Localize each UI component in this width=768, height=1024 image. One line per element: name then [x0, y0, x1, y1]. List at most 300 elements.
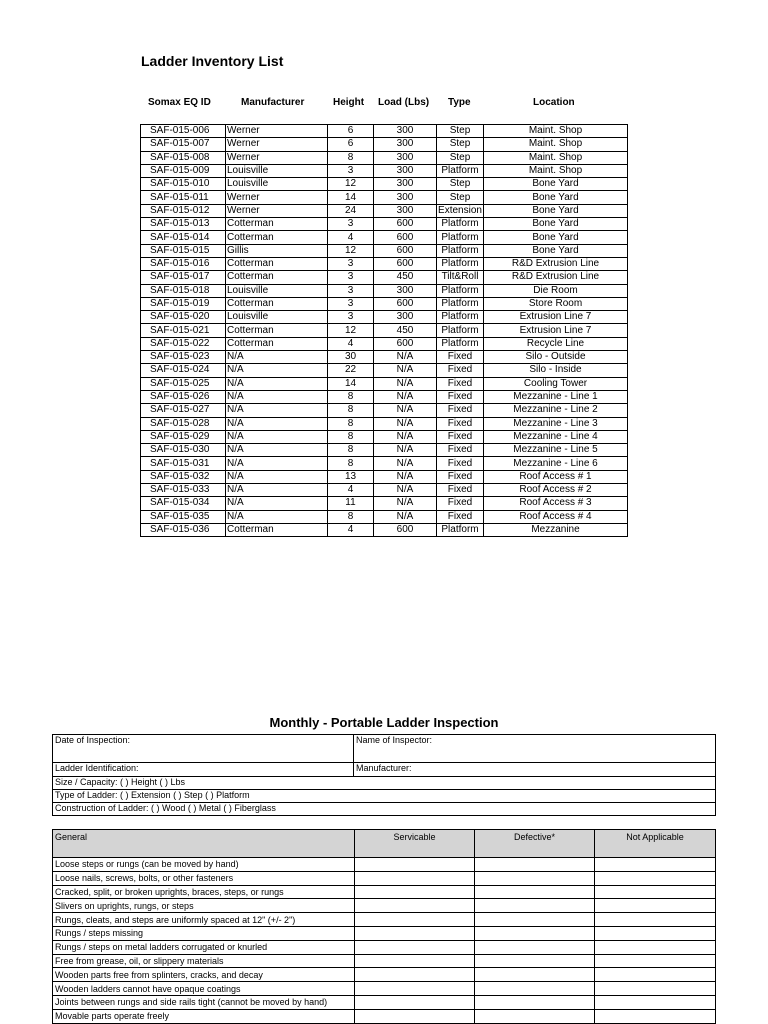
not-applicable-cell[interactable]	[595, 995, 716, 1009]
not-applicable-cell[interactable]	[595, 954, 716, 968]
location-cell: Bone Yard	[484, 178, 628, 191]
height-cell: 12	[328, 324, 374, 337]
load-cell: N/A	[374, 430, 437, 443]
checklist-item-label: Cracked, split, or broken uprights, braces, steps, or rungs	[53, 885, 355, 899]
checklist-item-label: Rungs / steps missing	[53, 926, 355, 940]
checklist-row	[53, 926, 716, 940]
servicable-cell[interactable]	[355, 858, 475, 872]
location-cell: Recycle Line	[484, 337, 628, 350]
load-cell: N/A	[374, 417, 437, 430]
header-manufacturer: Manufacturer	[241, 97, 305, 108]
location-cell: Roof Access # 3	[484, 497, 628, 510]
servicable-cell[interactable]	[355, 968, 475, 982]
load-cell: N/A	[374, 497, 437, 510]
type-cell: Fixed	[437, 497, 484, 510]
height-cell: 8	[328, 510, 374, 523]
inventory-row	[141, 377, 628, 390]
manufacturer-cell: N/A	[226, 364, 328, 377]
location-cell: Bone Yard	[484, 218, 628, 231]
column-servicable: Servicable	[355, 830, 475, 858]
column-not-applicable: Not Applicable	[595, 830, 716, 858]
load-cell: 600	[374, 218, 437, 231]
load-cell: 300	[374, 311, 437, 324]
checklist-item-label: Rungs, cleats, and steps are uniformly spaced at 12" (+/- 2")	[53, 913, 355, 927]
type-of-ladder-field[interactable]: Type of Ladder: ( ) Extension ( ) Step ( ) Platform	[53, 790, 716, 803]
not-applicable-cell[interactable]	[595, 871, 716, 885]
height-cell: 14	[328, 191, 374, 204]
manufacturer-cell: N/A	[226, 484, 328, 497]
load-cell: 450	[374, 324, 437, 337]
location-cell: Mezzanine - Line 3	[484, 417, 628, 430]
manufacturer-cell: Gillis	[226, 244, 328, 257]
location-cell: Mezzanine - Line 6	[484, 457, 628, 470]
manufacturer-cell: Cotterman	[226, 271, 328, 284]
checklist-item-label: Loose steps or rungs (can be moved by hand)	[53, 858, 355, 872]
location-cell: R&D Extrusion Line	[484, 257, 628, 270]
checklist-row	[53, 871, 716, 885]
location-cell: Silo - Outside	[484, 351, 628, 364]
manufacturer-cell: Werner	[226, 204, 328, 217]
type-cell: Fixed	[437, 510, 484, 523]
type-cell: Fixed	[437, 364, 484, 377]
servicable-cell[interactable]	[355, 913, 475, 927]
inventory-row	[141, 297, 628, 310]
height-cell: 13	[328, 470, 374, 483]
defective-cell[interactable]	[475, 940, 595, 954]
type-cell: Platform	[437, 297, 484, 310]
inventory-row	[141, 324, 628, 337]
defective-cell[interactable]	[475, 913, 595, 927]
type-cell: Platform	[437, 284, 484, 297]
type-cell: Fixed	[437, 470, 484, 483]
location-cell: Maint. Shop	[484, 125, 628, 138]
height-cell: 8	[328, 444, 374, 457]
manufacturer-cell: N/A	[226, 390, 328, 403]
defective-cell[interactable]	[475, 885, 595, 899]
construction-field[interactable]: Construction of Ladder: ( ) Wood ( ) Metal ( ) Fiberglass	[53, 803, 716, 816]
eq-id-cell: SAF-015-010	[141, 178, 226, 191]
inventory-row	[141, 138, 628, 151]
eq-id-cell: SAF-015-034	[141, 497, 226, 510]
load-cell: N/A	[374, 351, 437, 364]
height-cell: 3	[328, 284, 374, 297]
type-cell: Platform	[437, 218, 484, 231]
inventory-row	[141, 231, 628, 244]
eq-id-cell: SAF-015-036	[141, 523, 226, 536]
not-applicable-cell[interactable]	[595, 885, 716, 899]
manufacturer-cell: Cotterman	[226, 218, 328, 231]
location-cell: Mezzanine - Line 4	[484, 430, 628, 443]
type-cell: Platform	[437, 324, 484, 337]
checklist-row	[53, 940, 716, 954]
load-cell: 300	[374, 178, 437, 191]
type-cell: Platform	[437, 523, 484, 536]
height-cell: 8	[328, 417, 374, 430]
inventory-row	[141, 390, 628, 403]
header-location: Location	[533, 97, 575, 108]
location-cell: Maint. Shop	[484, 164, 628, 177]
inventory-row	[141, 430, 628, 443]
eq-id-cell: SAF-015-018	[141, 284, 226, 297]
defective-cell[interactable]	[475, 1009, 595, 1023]
manufacturer-cell: Cotterman	[226, 231, 328, 244]
load-cell: 300	[374, 204, 437, 217]
manufacturer-field[interactable]: Manufacturer:	[354, 763, 716, 777]
location-cell: Maint. Shop	[484, 138, 628, 151]
eq-id-cell: SAF-015-035	[141, 510, 226, 523]
height-cell: 3	[328, 297, 374, 310]
checklist-item-label: Movable parts operate freely	[53, 1009, 355, 1023]
manufacturer-cell: Cotterman	[226, 324, 328, 337]
load-cell: N/A	[374, 444, 437, 457]
load-cell: N/A	[374, 364, 437, 377]
load-cell: 600	[374, 297, 437, 310]
inventory-row	[141, 284, 628, 297]
eq-id-cell: SAF-015-015	[141, 244, 226, 257]
type-cell: Platform	[437, 244, 484, 257]
eq-id-cell: SAF-015-011	[141, 191, 226, 204]
checklist-item-label: Slivers on uprights, rungs, or steps	[53, 899, 355, 913]
load-cell: 300	[374, 191, 437, 204]
checklist-row	[53, 1009, 716, 1023]
eq-id-cell: SAF-015-008	[141, 151, 226, 164]
inventory-row	[141, 351, 628, 364]
inventory-row	[141, 244, 628, 257]
servicable-cell[interactable]	[355, 1009, 475, 1023]
inventory-row	[141, 444, 628, 457]
type-cell: Tilt&Roll	[437, 271, 484, 284]
inspection-checklist-table	[52, 829, 716, 1024]
not-applicable-cell[interactable]	[595, 926, 716, 940]
location-cell: Die Room	[484, 284, 628, 297]
type-cell: Platform	[437, 164, 484, 177]
defective-cell[interactable]	[475, 954, 595, 968]
type-cell: Step	[437, 178, 484, 191]
height-cell: 30	[328, 351, 374, 364]
location-cell: Bone Yard	[484, 231, 628, 244]
eq-id-cell: SAF-015-019	[141, 297, 226, 310]
type-cell: Step	[437, 151, 484, 164]
eq-id-cell: SAF-015-022	[141, 337, 226, 350]
load-cell: N/A	[374, 470, 437, 483]
eq-id-cell: SAF-015-031	[141, 457, 226, 470]
inventory-row	[141, 337, 628, 350]
manufacturer-cell: Cotterman	[226, 337, 328, 350]
inventory-row	[141, 417, 628, 430]
manufacturer-cell: Cotterman	[226, 523, 328, 536]
not-applicable-cell[interactable]	[595, 968, 716, 982]
load-cell: N/A	[374, 457, 437, 470]
not-applicable-cell[interactable]	[595, 982, 716, 996]
type-cell: Platform	[437, 337, 484, 350]
type-cell: Fixed	[437, 404, 484, 417]
eq-id-cell: SAF-015-029	[141, 430, 226, 443]
inventory-row	[141, 257, 628, 270]
eq-id-cell: SAF-015-021	[141, 324, 226, 337]
not-applicable-cell[interactable]	[595, 899, 716, 913]
checklist-row	[53, 995, 716, 1009]
inventory-row	[141, 484, 628, 497]
location-cell: Mezzanine	[484, 523, 628, 536]
header-height: Height	[333, 97, 365, 108]
inventory-row	[141, 497, 628, 510]
inventory-row	[141, 470, 628, 483]
eq-id-cell: SAF-015-012	[141, 204, 226, 217]
checklist-row	[53, 982, 716, 996]
height-cell: 24	[328, 204, 374, 217]
eq-id-cell: SAF-015-030	[141, 444, 226, 457]
height-cell: 4	[328, 231, 374, 244]
height-cell: 4	[328, 484, 374, 497]
inventory-row	[141, 204, 628, 217]
defective-cell[interactable]	[475, 871, 595, 885]
load-cell: N/A	[374, 390, 437, 403]
location-cell: Maint. Shop	[484, 151, 628, 164]
not-applicable-cell[interactable]	[595, 940, 716, 954]
height-cell: 8	[328, 457, 374, 470]
height-cell: 3	[328, 164, 374, 177]
location-cell: Mezzanine - Line 2	[484, 404, 628, 417]
height-cell: 3	[328, 271, 374, 284]
checklist-item-label: Joints between rungs and side rails tight (cannot be moved by hand)	[53, 995, 355, 1009]
load-cell: N/A	[374, 484, 437, 497]
load-cell: 450	[374, 271, 437, 284]
load-cell: 300	[374, 164, 437, 177]
defective-cell[interactable]	[475, 899, 595, 913]
load-cell: 600	[374, 337, 437, 350]
type-cell: Fixed	[437, 430, 484, 443]
checklist-row	[53, 858, 716, 872]
manufacturer-cell: N/A	[226, 497, 328, 510]
eq-id-cell: SAF-015-024	[141, 364, 226, 377]
manufacturer-cell: Cotterman	[226, 257, 328, 270]
not-applicable-cell[interactable]	[595, 1009, 716, 1023]
servicable-cell[interactable]	[355, 885, 475, 899]
type-cell: Platform	[437, 257, 484, 270]
defective-cell[interactable]	[475, 982, 595, 996]
type-cell: Fixed	[437, 484, 484, 497]
height-cell: 11	[328, 497, 374, 510]
manufacturer-cell: Louisville	[226, 284, 328, 297]
type-cell: Extension	[438, 204, 482, 216]
servicable-cell[interactable]	[355, 899, 475, 913]
inventory-row	[141, 510, 628, 523]
eq-id-cell: SAF-015-007	[141, 138, 226, 151]
load-cell: 300	[374, 284, 437, 297]
inspection-header-form	[52, 734, 716, 816]
header-eq-id: Somax EQ ID	[148, 97, 211, 108]
manufacturer-cell: N/A	[226, 351, 328, 364]
height-cell: 4	[328, 523, 374, 536]
eq-id-cell: SAF-015-028	[141, 417, 226, 430]
eq-id-cell: SAF-015-020	[141, 311, 226, 324]
inventory-row	[141, 151, 628, 164]
checklist-row	[53, 885, 716, 899]
checklist-row	[53, 954, 716, 968]
checklist-row	[53, 899, 716, 913]
inventory-row	[141, 523, 628, 536]
checklist-item-label: Loose nails, screws, bolts, or other fasteners	[53, 871, 355, 885]
location-cell: R&D Extrusion Line	[484, 271, 628, 284]
load-cell: N/A	[374, 377, 437, 390]
checklist-item-label: Wooden parts free from splinters, cracks, and decay	[53, 968, 355, 982]
manufacturer-cell: N/A	[226, 457, 328, 470]
load-cell: 600	[374, 231, 437, 244]
height-cell: 12	[328, 178, 374, 191]
type-cell: Platform	[437, 231, 484, 244]
manufacturer-cell: Werner	[226, 191, 328, 204]
date-of-inspection-field[interactable]: Date of Inspection:	[53, 735, 354, 763]
location-cell: Roof Access # 1	[484, 470, 628, 483]
manufacturer-cell: N/A	[226, 430, 328, 443]
eq-id-cell: SAF-015-023	[141, 351, 226, 364]
eq-id-cell: SAF-015-016	[141, 257, 226, 270]
inspection-title: Monthly - Portable Ladder Inspection	[269, 715, 499, 730]
inventory-row	[141, 164, 628, 177]
checklist-header-row	[53, 830, 716, 858]
height-cell: 3	[328, 311, 374, 324]
height-cell: 12	[328, 244, 374, 257]
manufacturer-cell: Werner	[226, 151, 328, 164]
manufacturer-cell: N/A	[226, 377, 328, 390]
location-cell: Mezzanine - Line 5	[484, 444, 628, 457]
manufacturer-cell: N/A	[226, 470, 328, 483]
height-cell: 8	[328, 430, 374, 443]
type-cell: Platform	[437, 311, 484, 324]
load-cell: 600	[374, 523, 437, 536]
height-cell: 22	[328, 364, 374, 377]
ladder-inventory-table	[140, 124, 628, 537]
inventory-row	[141, 404, 628, 417]
location-cell: Cooling Tower	[484, 377, 628, 390]
checklist-item-label: Rungs / steps on metal ladders corrugated or knurled	[53, 940, 355, 954]
eq-id-cell: SAF-015-009	[141, 164, 226, 177]
location-cell: Bone Yard	[484, 244, 628, 257]
location-cell: Silo - Inside	[484, 364, 628, 377]
defective-cell[interactable]	[475, 926, 595, 940]
eq-id-cell: SAF-015-032	[141, 470, 226, 483]
inventory-row	[141, 178, 628, 191]
location-cell: Roof Access # 4	[484, 510, 628, 523]
servicable-cell[interactable]	[355, 940, 475, 954]
height-cell: 14	[328, 377, 374, 390]
type-cell: Fixed	[437, 457, 484, 470]
height-cell: 3	[328, 257, 374, 270]
inventory-row	[141, 364, 628, 377]
ladder-identification-field[interactable]: Ladder Identification:	[53, 763, 354, 777]
location-cell: Extrusion Line 7	[484, 324, 628, 337]
load-cell: 300	[374, 151, 437, 164]
inventory-title: Ladder Inventory List	[141, 53, 284, 69]
eq-id-cell: SAF-015-017	[141, 271, 226, 284]
eq-id-cell: SAF-015-006	[141, 125, 226, 138]
inventory-row	[141, 457, 628, 470]
type-cell: Fixed	[437, 390, 484, 403]
type-cell: Step	[437, 191, 484, 204]
manufacturer-cell: Louisville	[226, 178, 328, 191]
location-cell: Store Room	[484, 297, 628, 310]
inventory-row	[141, 271, 628, 284]
defective-cell[interactable]	[475, 858, 595, 872]
height-cell: 6	[328, 125, 374, 138]
type-cell: Fixed	[437, 377, 484, 390]
manufacturer-cell: N/A	[226, 404, 328, 417]
eq-id-cell: SAF-015-033	[141, 484, 226, 497]
servicable-cell[interactable]	[355, 982, 475, 996]
checklist-item-label: Free from grease, oil, or slippery materials	[53, 954, 355, 968]
type-cell: Step	[437, 125, 484, 138]
location-cell: Bone Yard	[484, 191, 628, 204]
inventory-row	[141, 218, 628, 231]
eq-id-cell: SAF-015-026	[141, 390, 226, 403]
load-cell: 300	[374, 138, 437, 151]
manufacturer-cell: Werner	[226, 138, 328, 151]
type-cell: Fixed	[437, 351, 484, 364]
height-cell: 8	[328, 404, 374, 417]
height-cell: 3	[328, 218, 374, 231]
height-cell: 4	[328, 337, 374, 350]
manufacturer-cell: Cotterman	[226, 297, 328, 310]
servicable-cell[interactable]	[355, 926, 475, 940]
manufacturer-cell: N/A	[226, 444, 328, 457]
defective-cell[interactable]	[475, 995, 595, 1009]
checklist-row	[53, 968, 716, 982]
load-cell: N/A	[374, 510, 437, 523]
checklist-item-label: Wooden ladders cannot have opaque coatings	[53, 982, 355, 996]
load-cell: N/A	[374, 404, 437, 417]
servicable-cell[interactable]	[355, 995, 475, 1009]
manufacturer-cell: N/A	[226, 417, 328, 430]
header-load: Load (Lbs)	[378, 97, 430, 108]
type-cell: Fixed	[437, 444, 484, 457]
load-cell: 600	[374, 257, 437, 270]
eq-id-cell: SAF-015-025	[141, 377, 226, 390]
manufacturer-cell: Louisville	[226, 164, 328, 177]
manufacturer-cell: Werner	[226, 125, 328, 138]
not-applicable-cell[interactable]	[595, 913, 716, 927]
height-cell: 8	[328, 390, 374, 403]
load-cell: 600	[374, 244, 437, 257]
eq-id-cell: SAF-015-027	[141, 404, 226, 417]
checklist-row	[53, 913, 716, 927]
eq-id-cell: SAF-015-013	[141, 218, 226, 231]
defective-cell[interactable]	[475, 968, 595, 982]
height-cell: 8	[328, 151, 374, 164]
location-cell: Roof Access # 2	[484, 484, 628, 497]
inventory-row	[141, 191, 628, 204]
servicable-cell[interactable]	[355, 871, 475, 885]
load-cell: 300	[374, 125, 437, 138]
inventory-row	[141, 125, 628, 138]
column-defective: Defective*	[475, 830, 595, 858]
manufacturer-cell: N/A	[226, 510, 328, 523]
header-type: Type	[448, 97, 471, 108]
location-cell: Bone Yard	[484, 204, 628, 217]
type-cell: Fixed	[437, 417, 484, 430]
size-capacity-field[interactable]: Size / Capacity: ( ) Height ( ) Lbs	[53, 777, 716, 790]
inventory-row	[141, 311, 628, 324]
not-applicable-cell[interactable]	[595, 858, 716, 872]
type-cell: Step	[437, 138, 484, 151]
height-cell: 6	[328, 138, 374, 151]
column-general: General	[53, 830, 355, 858]
servicable-cell[interactable]	[355, 954, 475, 968]
name-of-inspector-field[interactable]: Name of Inspector:	[354, 735, 716, 763]
manufacturer-cell: Louisville	[226, 311, 328, 324]
location-cell: Extrusion Line 7	[484, 311, 628, 324]
location-cell: Mezzanine - Line 1	[484, 390, 628, 403]
eq-id-cell: SAF-015-014	[141, 231, 226, 244]
